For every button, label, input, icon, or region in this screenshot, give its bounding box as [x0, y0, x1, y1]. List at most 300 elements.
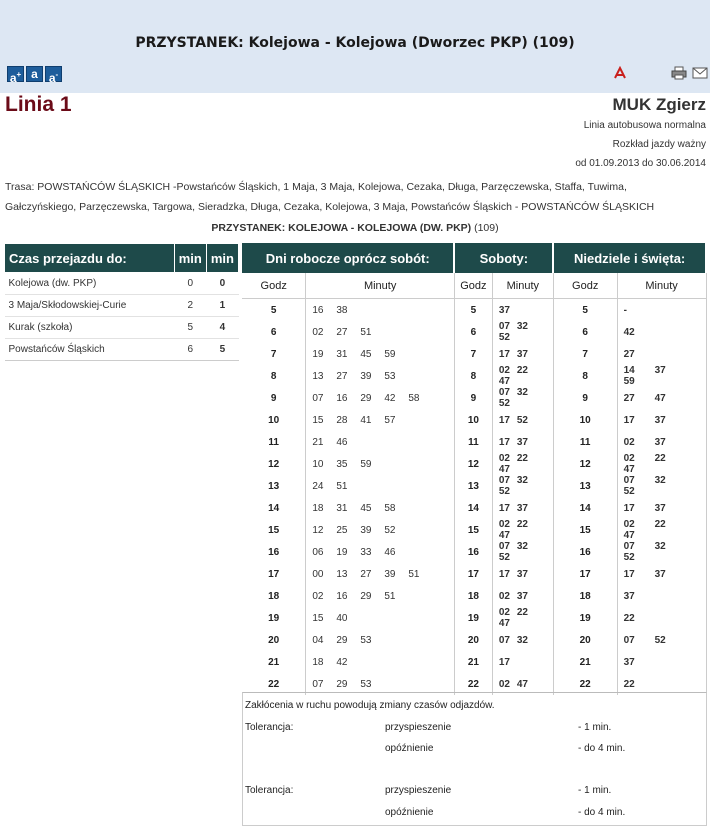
- font-increase-button[interactable]: a+: [7, 66, 24, 82]
- sunday-hour: 11: [553, 431, 617, 453]
- departure-minute: 07: [312, 392, 324, 404]
- weekday-hour: 5: [242, 299, 306, 322]
- saturday-minutes: [492, 365, 553, 387]
- travel-stop-name: Powstańców Śląskich: [5, 339, 175, 361]
- weekday-hour: 14: [242, 497, 306, 519]
- route-line-1: Trasa: POWSTAŃCÓW ŚLĄSKICH -Powstańców Śląskich, 1 Maja, 3 Maja, Kolejowa, Cezaka, Długa, Parzęczewska, Staffa, Tuwima,: [5, 181, 627, 193]
- departure-minute: 18: [312, 502, 324, 514]
- saturday-header: Soboty:: [454, 243, 553, 273]
- travel-min-b: 5: [206, 339, 238, 361]
- weekday-minutes: [306, 365, 455, 387]
- weekday-minutes: [306, 453, 455, 475]
- sunday-minutes: [617, 431, 706, 453]
- departure-minute: 14: [623, 365, 635, 376]
- schedule-row: [242, 541, 706, 563]
- sunday-minutes: [617, 607, 706, 629]
- weekday-minutes: [306, 299, 455, 322]
- departure-minute: 22: [516, 453, 528, 464]
- email-icon[interactable]: [692, 66, 708, 80]
- saturday-minutes: [492, 585, 553, 607]
- departure-minute: 47: [498, 464, 510, 475]
- weekday-minutes: [306, 563, 455, 585]
- saturday-hour-header: Godz: [454, 273, 492, 299]
- departure-minute: 16: [312, 304, 324, 316]
- departure-minute: 22: [654, 519, 666, 530]
- saturday-minutes: [492, 651, 553, 673]
- departure-minute: 22: [516, 519, 528, 530]
- departure-minute: 59: [623, 376, 635, 387]
- weekday-hour: 21: [242, 651, 306, 673]
- line-type: Linia autobusowa normalna: [583, 120, 706, 131]
- weekday-hour: 6: [242, 321, 306, 343]
- sunday-minutes: [617, 541, 706, 563]
- departure-minute: 17: [623, 568, 635, 580]
- departure-minute: 31: [336, 348, 348, 360]
- early-label-1: przyspieszenie: [385, 722, 452, 733]
- departure-minute: 02: [312, 326, 324, 338]
- travel-min-b: 0: [206, 273, 238, 295]
- sunday-hour: 5: [553, 299, 617, 322]
- saturday-hour: 6: [454, 321, 492, 343]
- departure-minute: 59: [360, 458, 372, 470]
- departure-minute: 17: [498, 502, 510, 514]
- pdf-icon[interactable]: [612, 66, 628, 80]
- departure-minute: 47: [498, 530, 510, 541]
- sunday-hour: 6: [553, 321, 617, 343]
- departure-minute: 52: [623, 552, 635, 563]
- sunday-hour: 10: [553, 409, 617, 431]
- departure-minute: 59: [384, 348, 396, 360]
- weekday-minutes: [306, 343, 455, 365]
- weekday-hour: 11: [242, 431, 306, 453]
- saturday-minutes: [492, 343, 553, 365]
- saturday-minutes: [492, 607, 553, 629]
- departure-minute: 02: [312, 590, 324, 602]
- departure-minute: 18: [312, 656, 324, 668]
- departure-minute: 40: [336, 612, 348, 624]
- print-icon[interactable]: [671, 66, 687, 80]
- departure-minute: 22: [516, 607, 528, 618]
- departure-minute: 27: [623, 348, 635, 360]
- sunday-minutes: [617, 497, 706, 519]
- departure-minute: 02: [623, 453, 635, 464]
- departure-minute: 39: [384, 568, 396, 580]
- travel-row: [5, 317, 239, 339]
- departure-minute: 17: [498, 656, 510, 668]
- weekday-minutes: [306, 409, 455, 431]
- departure-minute: 07: [623, 541, 635, 552]
- sunday-minutes: [617, 343, 706, 365]
- departure-minute: 32: [516, 387, 528, 398]
- sunday-hour: 9: [553, 387, 617, 409]
- sunday-minutes: [617, 519, 706, 541]
- departure-minute: 02: [498, 365, 510, 376]
- departure-minute: 37: [516, 590, 528, 602]
- saturday-minutes: [492, 563, 553, 585]
- saturday-hour: 11: [454, 431, 492, 453]
- departure-minute: 37: [654, 568, 666, 580]
- schedule-row: [242, 453, 706, 475]
- departure-minute: 32: [516, 634, 528, 646]
- stop-number: (109): [474, 222, 499, 234]
- sunday-hour: 16: [553, 541, 617, 563]
- weekday-hour: 18: [242, 585, 306, 607]
- late-value-2: - do 4 min.: [578, 807, 626, 818]
- sunday-hour: 13: [553, 475, 617, 497]
- sunday-minutes: [617, 409, 706, 431]
- saturday-hour: 19: [454, 607, 492, 629]
- departure-minute: 22: [623, 678, 635, 690]
- saturday-minutes: [492, 453, 553, 475]
- weekday-hour: 10: [242, 409, 306, 431]
- saturday-hour: 14: [454, 497, 492, 519]
- departure-minute: 24: [312, 480, 324, 492]
- departure-minute: 17: [498, 414, 510, 426]
- saturday-minutes: [492, 475, 553, 497]
- departure-minute: 07: [498, 387, 510, 398]
- departure-minute: 10: [312, 458, 324, 470]
- schedule-row: [242, 409, 706, 431]
- saturday-minutes: [492, 409, 553, 431]
- departure-minute: 22: [654, 453, 666, 464]
- travel-stop-name: Kurak (szkoła): [5, 317, 175, 339]
- departure-minute: 07: [312, 678, 324, 690]
- early-label-2: przyspieszenie: [385, 785, 452, 796]
- weekday-hour-header: Godz: [242, 273, 306, 299]
- saturday-minutes: [492, 629, 553, 651]
- departure-minute: 38: [336, 304, 348, 316]
- schedule-row: [242, 563, 706, 585]
- weekday-hour: 17: [242, 563, 306, 585]
- schedule-row: [242, 365, 706, 387]
- departure-minute: 32: [654, 541, 666, 552]
- departure-minute: 47: [498, 376, 510, 387]
- sunday-minutes: [617, 453, 706, 475]
- departure-minute: -: [623, 304, 627, 316]
- sunday-hour: 22: [553, 673, 617, 695]
- departure-minute: 52: [498, 398, 510, 409]
- departure-minute: 46: [384, 546, 396, 558]
- weekday-minutes: [306, 629, 455, 651]
- saturday-minutes: [492, 387, 553, 409]
- departure-minute: 02: [623, 519, 635, 530]
- sunday-minutes: [617, 585, 706, 607]
- saturday-minutes: [492, 519, 553, 541]
- departure-minute: 37: [498, 304, 510, 316]
- disruption-note: Zakłócenia w ruchu powodują zmiany czasów odjazdów.: [245, 700, 495, 711]
- departure-minute: 17: [623, 502, 635, 514]
- stop-label: PRZYSTANEK: KOLEJOWA - KOLEJOWA (DW. PKP): [211, 222, 472, 234]
- saturday-minutes-header: Minuty: [492, 273, 553, 299]
- departure-minute: 13: [312, 370, 324, 382]
- weekday-minutes: [306, 387, 455, 409]
- departure-minute: 52: [384, 524, 396, 536]
- weekday-hour: 15: [242, 519, 306, 541]
- schedule-row: [242, 607, 706, 629]
- departure-minute: 47: [654, 392, 666, 404]
- operator-name: MUK Zgierz: [612, 95, 706, 114]
- departure-minute: 02: [498, 519, 510, 530]
- saturday-hour: 12: [454, 453, 492, 475]
- schedule-row: [242, 519, 706, 541]
- departure-minute: 42: [384, 392, 396, 404]
- departure-minute: 52: [498, 552, 510, 563]
- weekday-minutes-header: Minuty: [306, 273, 455, 299]
- departure-minute: 17: [498, 348, 510, 360]
- sunday-hour: 21: [553, 651, 617, 673]
- departure-minute: 37: [516, 568, 528, 580]
- late-value-1: - do 4 min.: [578, 743, 626, 754]
- departure-minute: 32: [654, 475, 666, 486]
- saturday-hour: 22: [454, 673, 492, 695]
- weekday-hour: 12: [242, 453, 306, 475]
- departure-minute: 27: [360, 568, 372, 580]
- schedule-row: [242, 497, 706, 519]
- saturday-hour: 5: [454, 299, 492, 322]
- weekday-minutes: [306, 607, 455, 629]
- early-value-2: - 1 min.: [578, 785, 612, 796]
- departure-minute: 52: [654, 634, 666, 646]
- departure-minute: 52: [498, 332, 510, 343]
- departure-minute: 33: [360, 546, 372, 558]
- departure-minute: 53: [384, 370, 396, 382]
- departure-minute: 37: [654, 365, 666, 376]
- sunday-hour: 15: [553, 519, 617, 541]
- schedule-row: [242, 651, 706, 673]
- departure-minute: 53: [360, 634, 372, 646]
- saturday-hour: 9: [454, 387, 492, 409]
- departure-minute: 45: [360, 502, 372, 514]
- travel-stop-name: 3 Maja/Skłodowskiej-Curie: [5, 295, 175, 317]
- departure-minute: 35: [336, 458, 348, 470]
- saturday-minutes: [492, 497, 553, 519]
- departure-minute: 07: [623, 475, 635, 486]
- sunday-header: Niedziele i święta:: [553, 243, 706, 273]
- saturday-hour: 21: [454, 651, 492, 673]
- departure-minute: 07: [498, 321, 510, 332]
- departure-minute: 02: [498, 590, 510, 602]
- schedule-row: [242, 431, 706, 453]
- departure-minute: 07: [498, 475, 510, 486]
- departure-minute: 42: [623, 326, 635, 338]
- departure-minute: 39: [360, 370, 372, 382]
- departure-minute: 02: [623, 436, 635, 448]
- weekday-hour: 9: [242, 387, 306, 409]
- sunday-minutes: [617, 387, 706, 409]
- travel-row: [5, 273, 239, 295]
- valid-label: Rozkład jazdy ważny: [612, 139, 706, 150]
- late-label-2: opóźnienie: [385, 807, 434, 818]
- departure-minute: 22: [623, 612, 635, 624]
- weekday-hour: 22: [242, 673, 306, 695]
- saturday-minutes: [492, 431, 553, 453]
- departure-minute: 46: [336, 436, 348, 448]
- departure-minute: 02: [498, 678, 510, 690]
- travel-time-table: [4, 243, 239, 361]
- travel-min-header-1: min: [174, 244, 206, 273]
- departure-minute: 07: [498, 541, 510, 552]
- weekday-hour: 19: [242, 607, 306, 629]
- departure-minute: 42: [336, 656, 348, 668]
- late-label-1: opóźnienie: [385, 743, 434, 754]
- sunday-hour: 7: [553, 343, 617, 365]
- schedule-row: [242, 475, 706, 497]
- departure-minute: 52: [623, 486, 635, 497]
- departure-minute: 15: [312, 414, 324, 426]
- departure-minute: 28: [336, 414, 348, 426]
- saturday-hour: 7: [454, 343, 492, 365]
- departure-minute: 58: [384, 502, 396, 514]
- departure-minute: 27: [623, 392, 635, 404]
- travel-min-a: 0: [174, 273, 206, 295]
- stop-heading: [0, 222, 710, 234]
- valid-range: od 01.09.2013 do 30.06.2014: [575, 158, 706, 169]
- font-normal-button[interactable]: a: [26, 66, 43, 82]
- departure-minute: 41: [360, 414, 372, 426]
- sunday-minutes: [617, 299, 706, 322]
- schedule-row: [242, 321, 706, 343]
- departure-minute: 47: [623, 530, 635, 541]
- font-decrease-button[interactable]: a-: [45, 66, 62, 82]
- sunday-minutes-header: Minuty: [617, 273, 706, 299]
- schedule-row: [242, 585, 706, 607]
- weekday-hour: 8: [242, 365, 306, 387]
- schedule-row: [242, 629, 706, 651]
- departure-minute: 53: [360, 678, 372, 690]
- departure-minute: 58: [408, 392, 420, 404]
- departure-minute: 45: [360, 348, 372, 360]
- departure-minute: 32: [516, 321, 528, 332]
- travel-min-b: 4: [206, 317, 238, 339]
- sunday-hour-header: Godz: [553, 273, 617, 299]
- line-title: Linia 1: [5, 93, 72, 116]
- weekday-minutes: [306, 519, 455, 541]
- departure-minute: 51: [408, 568, 420, 580]
- weekday-minutes: [306, 541, 455, 563]
- departure-minute: 31: [336, 502, 348, 514]
- sunday-minutes: [617, 651, 706, 673]
- departure-minute: 37: [516, 502, 528, 514]
- departure-minute: 51: [360, 326, 372, 338]
- departure-minute: 17: [498, 436, 510, 448]
- weekday-minutes: [306, 321, 455, 343]
- schedule-row: [242, 343, 706, 365]
- departure-minute: 37: [654, 436, 666, 448]
- departure-minute: 17: [623, 414, 635, 426]
- departure-minute: 52: [498, 486, 510, 497]
- departure-minute: 07: [623, 634, 635, 646]
- departure-minute: 47: [623, 464, 635, 475]
- travel-min-b: 1: [206, 295, 238, 317]
- route-line-2: Gałczyńskiego, Parzęczewska, Targowa, Sieradzka, Długa, Cezaka, Kolejowa, 3 Maja, Powstańców Śląskich - POWSTAŃCÓW ŚLĄSKICH: [5, 201, 655, 213]
- sunday-hour: 19: [553, 607, 617, 629]
- weekday-minutes: [306, 497, 455, 519]
- saturday-hour: 8: [454, 365, 492, 387]
- saturday-hour: 15: [454, 519, 492, 541]
- saturday-minutes: [492, 299, 553, 322]
- sunday-minutes: [617, 563, 706, 585]
- saturday-hour: 10: [454, 409, 492, 431]
- travel-min-a: 2: [174, 295, 206, 317]
- saturday-minutes: [492, 321, 553, 343]
- schedule-row: [242, 387, 706, 409]
- departure-minute: 19: [312, 348, 324, 360]
- sunday-hour: 12: [553, 453, 617, 475]
- tolerance-label-2: Tolerancja:: [245, 785, 294, 796]
- departure-minute: 00: [312, 568, 324, 580]
- departure-minute: 32: [516, 475, 528, 486]
- departure-minute: 37: [516, 348, 528, 360]
- sunday-hour: 14: [553, 497, 617, 519]
- departure-minute: 17: [498, 568, 510, 580]
- departure-minute: 39: [360, 524, 372, 536]
- departure-minute: 22: [516, 365, 528, 376]
- schedule-row: [242, 299, 706, 322]
- weekday-hour: 20: [242, 629, 306, 651]
- sunday-hour: 18: [553, 585, 617, 607]
- departure-minute: 06: [312, 546, 324, 558]
- weekday-minutes: [306, 585, 455, 607]
- departure-minute: 29: [336, 634, 348, 646]
- travel-min-a: 6: [174, 339, 206, 361]
- departure-minute: 04: [312, 634, 324, 646]
- sunday-minutes: [617, 321, 706, 343]
- weekday-minutes: [306, 431, 455, 453]
- departure-minute: 32: [516, 541, 528, 552]
- page-title: PRZYSTANEK: Kolejowa - Kolejowa (Dworzec PKP) (109): [135, 35, 575, 51]
- departure-minute: 02: [498, 607, 510, 618]
- travel-row: [5, 295, 239, 317]
- departure-minute: 37: [623, 590, 635, 602]
- weekday-header: Dni robocze oprócz sobót:: [242, 243, 454, 273]
- departure-minute: 51: [336, 480, 348, 492]
- departure-minute: 27: [336, 370, 348, 382]
- sunday-minutes: [617, 629, 706, 651]
- departure-minute: 21: [312, 436, 324, 448]
- saturday-hour: 17: [454, 563, 492, 585]
- departure-minute: 25: [336, 524, 348, 536]
- departure-minute: 15: [312, 612, 324, 624]
- weekday-hour: 13: [242, 475, 306, 497]
- saturday-hour: 16: [454, 541, 492, 563]
- travel-min-header-2: min: [206, 244, 238, 273]
- departure-minute: 29: [360, 392, 372, 404]
- departure-minute: 16: [336, 392, 348, 404]
- departure-minute: 37: [654, 502, 666, 514]
- departure-minute: 37: [623, 656, 635, 668]
- sunday-minutes: [617, 365, 706, 387]
- departure-minute: 16: [336, 590, 348, 602]
- saturday-minutes: [492, 541, 553, 563]
- sunday-hour: 8: [553, 365, 617, 387]
- departure-minute: 29: [336, 678, 348, 690]
- sunday-hour: 20: [553, 629, 617, 651]
- early-value-1: - 1 min.: [578, 722, 612, 733]
- weekday-minutes: [306, 475, 455, 497]
- saturday-hour: 18: [454, 585, 492, 607]
- schedule-table: [242, 243, 707, 695]
- departure-minute: 07: [498, 634, 510, 646]
- sunday-hour: 17: [553, 563, 617, 585]
- notes-box: [242, 692, 707, 826]
- travel-stop-name: Kolejowa (dw. PKP): [5, 273, 175, 295]
- departure-minute: 47: [498, 618, 510, 629]
- departure-minute: 19: [336, 546, 348, 558]
- saturday-hour: 20: [454, 629, 492, 651]
- departure-minute: 12: [312, 524, 324, 536]
- travel-header: Czas przejazdu do:: [5, 244, 175, 273]
- departure-minute: 52: [516, 414, 528, 426]
